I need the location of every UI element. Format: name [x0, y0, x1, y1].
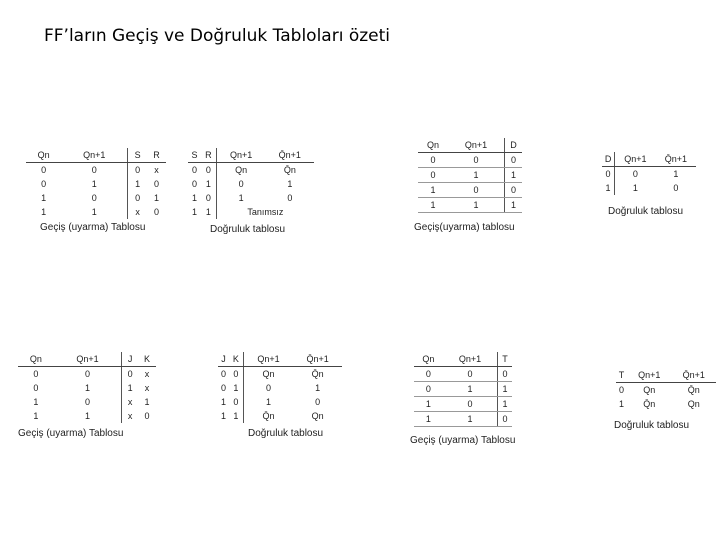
table-cell: Qn	[687, 399, 700, 409]
table-cell: 1	[414, 412, 443, 427]
table-cell: 1	[33, 397, 39, 407]
table-cell: 0	[84, 369, 90, 379]
table-cell: 0	[443, 397, 498, 412]
table-cell: Qn	[311, 411, 324, 421]
column-header: Qn+1	[243, 352, 293, 367]
table-cell: 0	[41, 165, 47, 175]
table-cell: 0	[205, 193, 211, 203]
table-cell: Q̄n	[311, 369, 324, 379]
table-cell: 1	[122, 381, 138, 395]
column-header: Q̄n+1	[293, 352, 342, 367]
table-cell: 1	[84, 383, 90, 393]
table-cell: 0	[128, 191, 147, 205]
table-cell: 1	[91, 207, 97, 217]
table-cell: 1	[243, 395, 293, 409]
table-cell: 0	[33, 383, 39, 393]
column-header: R	[201, 148, 216, 163]
column-header: Qn+1	[54, 352, 122, 367]
column-header: D	[505, 138, 522, 153]
table-cell: 1	[605, 183, 611, 193]
table-cell: x	[122, 409, 138, 423]
table-cell: 0	[315, 397, 321, 407]
table-cell: 0	[448, 183, 505, 198]
table-cell: 1	[84, 411, 90, 421]
table-caption: Doğruluk tablosu	[210, 224, 286, 235]
table-cell: 1	[618, 399, 624, 409]
table-cell: 0	[41, 179, 47, 189]
table-cell: 1	[448, 168, 505, 183]
table-cell: 1	[414, 397, 443, 412]
column-header: J	[218, 352, 229, 367]
t-truth-table	[616, 368, 716, 411]
column-header: S	[128, 148, 147, 163]
table-cell: 0	[243, 381, 293, 395]
table-cell: x	[144, 383, 150, 393]
table-cell: 1	[287, 179, 293, 189]
table-caption: Doğruluk tablosu	[608, 206, 684, 217]
table-cell: 1	[498, 382, 512, 397]
table-cell: Qn	[243, 367, 293, 382]
table-cell: Tanımsız	[216, 205, 314, 219]
table-cell: Q̄n	[243, 409, 293, 423]
table-cell: 0	[605, 169, 611, 179]
table-cell: 1	[91, 179, 97, 189]
table-cell: 0	[128, 163, 147, 178]
table-cell: 1	[220, 397, 226, 407]
table-caption: Geçiş(uyarma) tablosu	[414, 222, 515, 233]
table-cell: 0	[673, 183, 679, 193]
t-excitation-table	[414, 352, 512, 427]
table-cell: Q̄n	[687, 385, 700, 395]
table-cell: 0	[414, 367, 443, 382]
table-cell: 0	[192, 179, 198, 189]
table-cell: 0	[233, 397, 239, 407]
column-header: Qn	[26, 148, 61, 163]
table-cell: 1	[205, 207, 211, 217]
jk-excitation-table	[18, 352, 156, 423]
table-cell: Qn	[643, 385, 656, 395]
table-caption: Geçiş (uyarma) Tablosu	[40, 222, 146, 233]
table-cell: 0	[220, 383, 226, 393]
table-cell: 0	[414, 382, 443, 397]
table-cell: 1	[498, 397, 512, 412]
table-cell: 1	[144, 397, 150, 407]
table-cell: 1	[220, 411, 226, 421]
table-caption: Doğruluk tablosu	[248, 428, 324, 439]
sr-truth-table	[188, 148, 314, 219]
d-truth-table	[602, 152, 696, 195]
table-cell: 1	[216, 191, 265, 205]
column-header: Qn	[18, 352, 54, 367]
table-caption: Geçiş (uyarma) Tablosu	[18, 428, 124, 439]
table-cell: 0	[498, 412, 512, 427]
table-cell: 1	[205, 179, 211, 189]
column-header: Qn+1	[216, 148, 265, 163]
column-header: Qn+1	[627, 368, 672, 383]
table-cell: 1	[418, 198, 448, 213]
table-cell: 0	[220, 369, 226, 379]
column-header: Qn+1	[448, 138, 505, 153]
table-cell: 1	[128, 177, 147, 191]
d-excitation-table	[418, 138, 522, 213]
slide-title: FF’ların Geçiş ve Doğruluk Tabloları özeti	[44, 26, 391, 46]
column-header: Q̄n+1	[671, 368, 716, 383]
column-header: Qn	[414, 352, 443, 367]
table-cell: 0	[205, 165, 211, 175]
column-header: K	[229, 352, 243, 367]
column-header: Qn+1	[61, 148, 128, 163]
table-cell: 1	[41, 193, 47, 203]
table-cell: 0	[233, 369, 239, 379]
table-cell: 0	[287, 193, 293, 203]
table-cell: 0	[91, 193, 97, 203]
table-caption: Doğruluk tablosu	[614, 420, 690, 431]
table-cell: 1	[315, 383, 321, 393]
table-cell: 0	[84, 397, 90, 407]
table-cell: 0	[33, 369, 39, 379]
column-header: K	[138, 352, 156, 367]
table-cell: 0	[91, 165, 97, 175]
table-cell: x	[154, 165, 159, 175]
column-header: Q̄n+1	[656, 152, 696, 167]
table-cell: x	[144, 369, 150, 379]
table-cell: Q̄n	[283, 165, 296, 175]
table-cell: Q̄n	[643, 399, 656, 409]
table-caption: Geçiş (uyarma) Tablosu	[410, 435, 516, 446]
table-cell: 1	[233, 383, 239, 393]
table-cell: 0	[153, 207, 159, 217]
table-cell: 0	[618, 385, 624, 395]
column-header: Qn	[418, 138, 448, 153]
table-cell: 0	[418, 153, 448, 168]
table-cell: 1	[418, 183, 448, 198]
table-cell: 1	[233, 411, 239, 421]
table-cell: 1	[192, 193, 198, 203]
table-cell: 0	[505, 183, 522, 198]
table-cell: 0	[122, 367, 138, 382]
table-cell: 0	[418, 168, 448, 183]
column-header: R	[147, 148, 166, 163]
table-cell: 1	[153, 193, 159, 203]
jk-truth-table	[218, 352, 342, 423]
table-cell: 1	[673, 169, 679, 179]
table-cell: 1	[505, 168, 522, 183]
column-header: J	[122, 352, 138, 367]
column-header: Q̄n+1	[266, 148, 314, 163]
table-cell: 0	[153, 179, 159, 189]
table-cell: 0	[505, 153, 522, 168]
column-header: Qn+1	[443, 352, 498, 367]
table-cell: 1	[615, 181, 656, 195]
table-cell: Qn	[216, 163, 265, 178]
table-cell: 0	[448, 153, 505, 168]
column-header: S	[188, 148, 201, 163]
table-cell: 1	[41, 207, 47, 217]
table-cell: x	[122, 395, 138, 409]
table-cell: 0	[615, 167, 656, 182]
table-cell: 1	[443, 412, 498, 427]
table-cell: 0	[498, 367, 512, 382]
table-cell: 1	[443, 382, 498, 397]
sr-excitation-table	[26, 148, 166, 219]
table-cell: 0	[216, 177, 265, 191]
column-header: T	[616, 368, 627, 383]
table-cell: x	[128, 205, 147, 219]
table-cell: 1	[448, 198, 505, 213]
table-cell: 0	[144, 411, 150, 421]
column-header: Qn+1	[615, 152, 656, 167]
table-cell: 0	[443, 367, 498, 382]
table-cell: 1	[192, 207, 198, 217]
table-cell: 1	[505, 198, 522, 213]
table-cell: 0	[192, 165, 198, 175]
table-cell: 1	[33, 411, 39, 421]
column-header: T	[498, 352, 512, 367]
column-header: D	[602, 152, 615, 167]
